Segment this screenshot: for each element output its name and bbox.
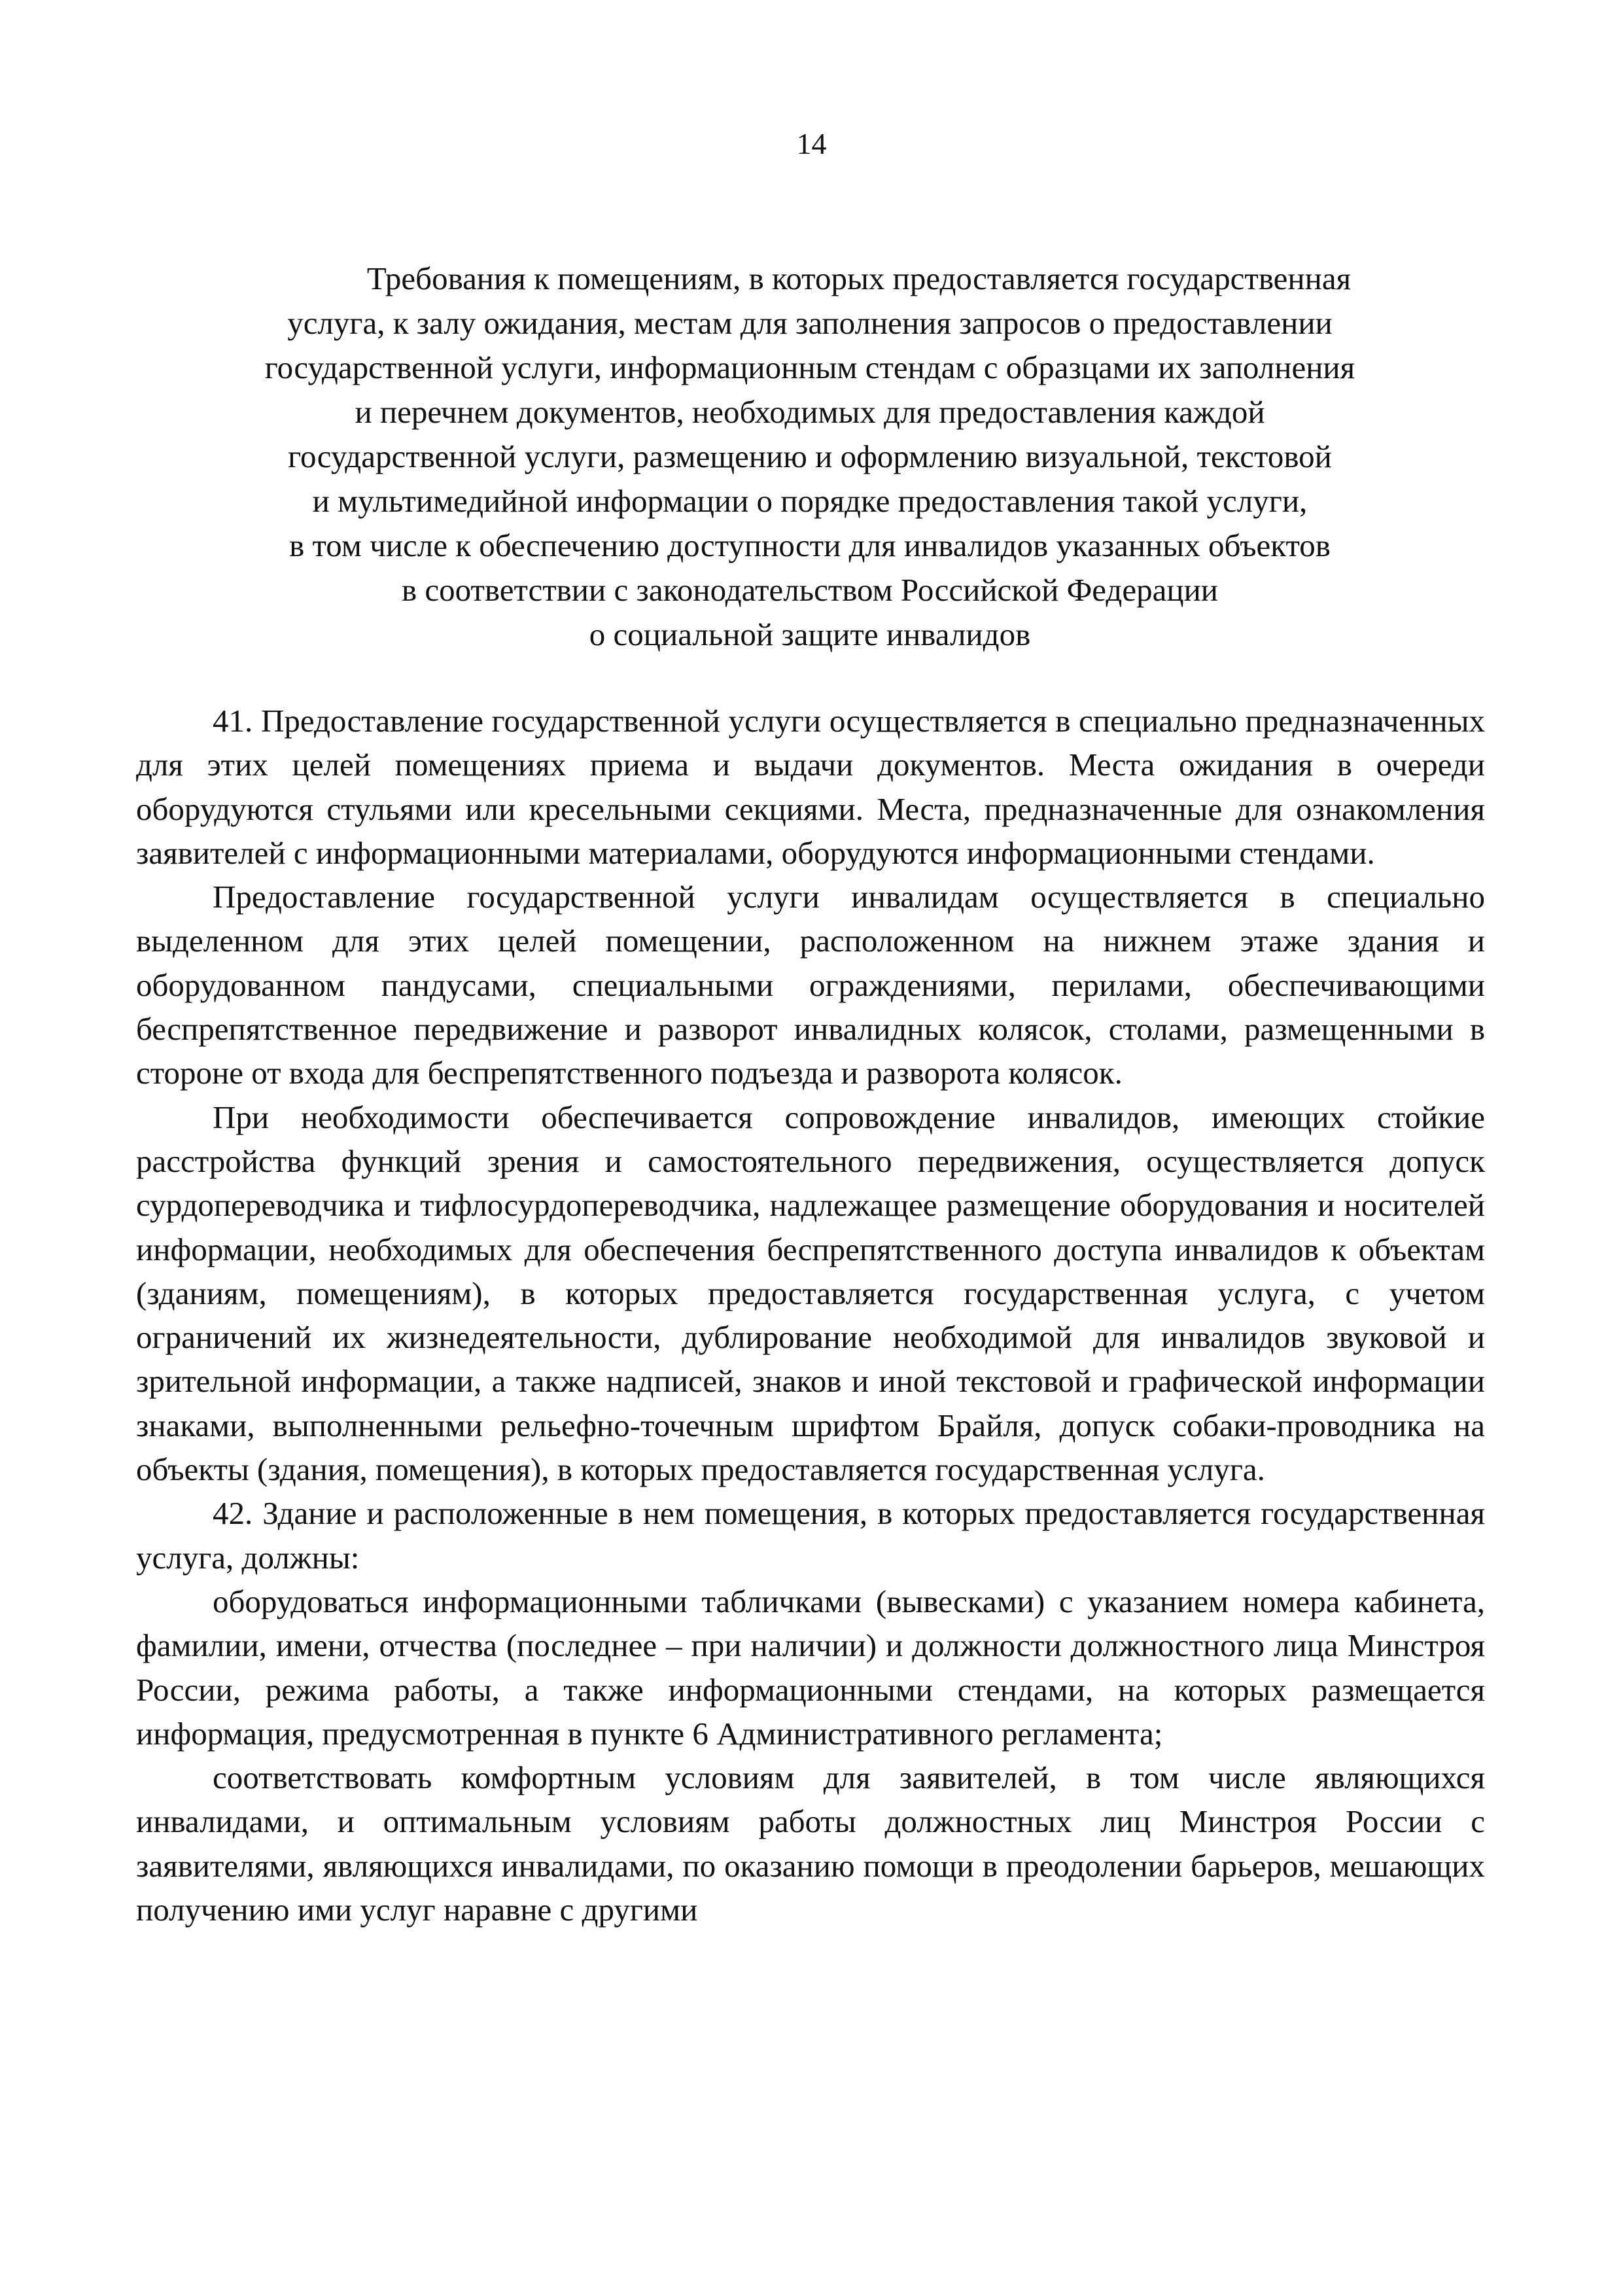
heading-line: услуга, к залу ожидания, местам для заполнения запросов о предоставлении: [287, 305, 1333, 341]
paragraph-41: 41. Предоставление государственной услуги осуществляется в специально предназначенных для этих целей помещениях приема и выдачи документов. Места ожидания в очереди оборудуются стульями или кресельными секциями. Места, предназначенные для ознакомления заявителей с информационными материалами, оборудуются информационными стендами.: [136, 703, 1485, 871]
page-number: 14: [796, 127, 827, 160]
paragraph-comfort-conditions: соответствовать комфортным условиям для заявителей, в том числе являющихся инвалидами, и оптимальным условиям работы должностных лиц Минстроя России с заявителями, являющихся инвалидами, по оказанию помощи в преодолении барьеров, мешающих получению ими услуг наравне с другими: [136, 1759, 1485, 1928]
heading-line: и перечнем документов, необходимых для предоставления каждой: [355, 394, 1265, 430]
body-text: [136, 699, 1485, 1932]
paragraph-42: 42. Здание и расположенные в нем помещения, в которых предоставляется государственная услуга, должны:: [136, 1495, 1485, 1576]
heading-line: и мультимедийной информации о порядке предоставления такой услуги,: [312, 483, 1308, 519]
section-heading: [136, 256, 1484, 657]
paragraph-information-signs: оборудоваться информационными табличками (вывесками) с указанием номера кабинета, фамилии, имени, отчества (последнее – при наличии) и должности должностного лица Минстроя России, режима работы, а также информационными стендами, на которых размещается информация, предусмотренная в пункте 6 Административного регламента;: [136, 1583, 1485, 1752]
heading-line: о социальной защите инвалидов: [589, 616, 1031, 652]
heading-line: Требования к помещениям, в которых предоставляется государственная: [366, 260, 1352, 296]
heading-line: государственной услуги, размещению и оформлению визуальной, текстовой: [288, 438, 1332, 474]
heading-line: государственной услуги, информационным стендам с образцами их заполнения: [264, 349, 1355, 385]
heading-line: в том числе к обеспечению доступности для инвалидов указанных объектов: [289, 527, 1331, 563]
paragraph-disabled-access-premises: Предоставление государственной услуги инвалидам осуществляется в специально выделенном для этих целей помещении, расположенном на нижнем этаже здания и оборудованном пандусами, специальными ограждениями, перилами, обеспечивающими беспрепятственное передвижение и разворот инвалидных колясок, столами, размещенными в стороне от входа для беспрепятственного подъезда и разворота колясок.: [136, 879, 1485, 1091]
paragraph-assistance-for-disabled: При необходимости обеспечивается сопровождение инвалидов, имеющих стойкие расстройства функций зрения и самостоятельного передвижения, осуществляется допуск сурдопереводчика и тифлосурдопереводчика, надлежащее размещение оборудования и носителей информации, необходимых для обеспечения беспрепятственного доступа инвалидов к объектам (зданиям, помещениям), в которых предоставляется государственная услуга, с учетом ограничений их жизнедеятельности, дублирование необходимой для инвалидов звуковой и зрительной информации, а также надписей, знаков и иной текстовой и графической информации знаками, выполненными рельефно-точечным шрифтом Брайля, допуск собаки-проводника на объекты (здания, помещения), в которых предоставляется государственная услуга.: [136, 1099, 1485, 1488]
heading-line: в соответствии с законодательством Российской Федерации: [401, 572, 1219, 608]
